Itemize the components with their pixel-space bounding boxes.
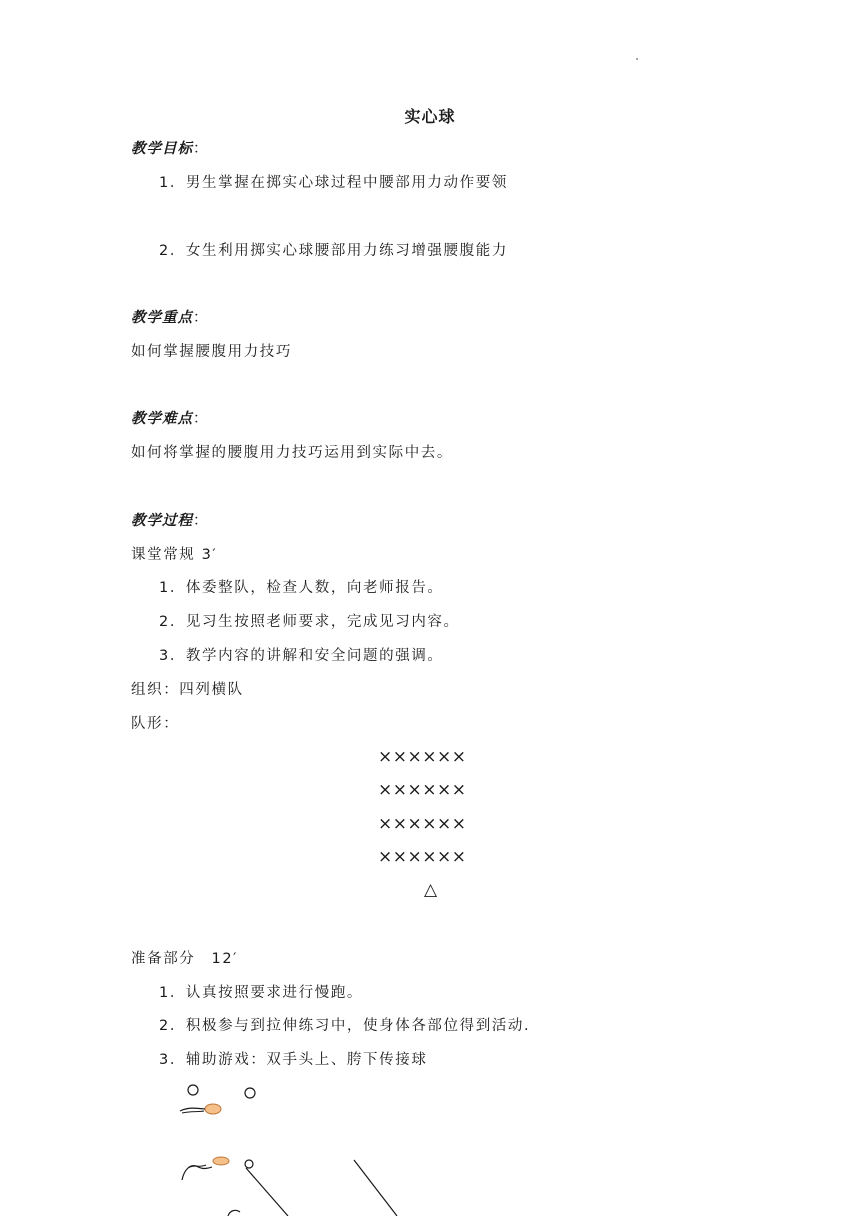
player-arm-icon [188, 1165, 206, 1168]
formation-row-2: ×××××× [378, 780, 467, 800]
player-head-icon [188, 1085, 198, 1095]
prep-item-3: 3．辅助游戏：双手头上、胯下传接球 [159, 1052, 428, 1068]
organization-text: 组织：四列横队 [131, 682, 244, 698]
player-arm-icon [180, 1108, 205, 1111]
goal-item-2: 2．女生利用掷实心球腰部用力练习增强腰腹能力 [159, 243, 508, 259]
player-head-icon [245, 1160, 253, 1168]
difficulty-text: 如何将掌握的腰腹用力技巧运用到实际中去。 [131, 445, 453, 461]
player-body-icon [246, 1168, 288, 1216]
routine-item-3: 3．教学内容的讲解和安全问题的强调。 [159, 648, 444, 664]
goal-item-1: 1．男生掌握在掷实心球过程中腰部用力动作要领 [159, 175, 508, 191]
medicine-ball-icon [213, 1157, 229, 1165]
formation-row-1: ×××××× [378, 747, 467, 767]
routine-title: 课堂常规 3′ [131, 547, 218, 563]
medicine-ball-icon [205, 1104, 221, 1114]
goals-heading: 教学目标： [131, 140, 209, 157]
page-title: 实心球 [404, 107, 456, 126]
teacher-triangle-icon: △ [424, 880, 438, 900]
key-heading: 教学重点： [131, 309, 209, 326]
formation-label: 队形： [131, 716, 180, 732]
prep-title: 准备部分 12′ [131, 951, 239, 967]
player-head-icon [245, 1088, 255, 1098]
ball-passing-diagram [170, 1078, 470, 1216]
player-arm-icon [182, 1111, 204, 1113]
formation-row-3: ×××××× [378, 814, 467, 834]
routine-item-1: 1．体委整队，检查人数，向老师报告。 [159, 580, 444, 596]
player-body-icon [354, 1160, 397, 1216]
routine-item-2: 2．见习生按照老师要求，完成见习内容。 [159, 614, 460, 630]
player-body-icon [182, 1166, 212, 1180]
prep-item-1: 1．认真按照要求进行慢跑。 [159, 985, 364, 1001]
key-text: 如何掌握腰腹用力技巧 [131, 344, 292, 360]
process-heading: 教学过程： [131, 512, 209, 529]
player-head-icon [228, 1210, 240, 1216]
difficulty-heading: 教学难点： [131, 410, 209, 427]
formation-row-4: ×××××× [378, 847, 467, 867]
prep-item-2: 2．积极参与到拉伸练习中，使身体各部位得到活动. [159, 1018, 531, 1034]
page-dot [636, 58, 638, 60]
